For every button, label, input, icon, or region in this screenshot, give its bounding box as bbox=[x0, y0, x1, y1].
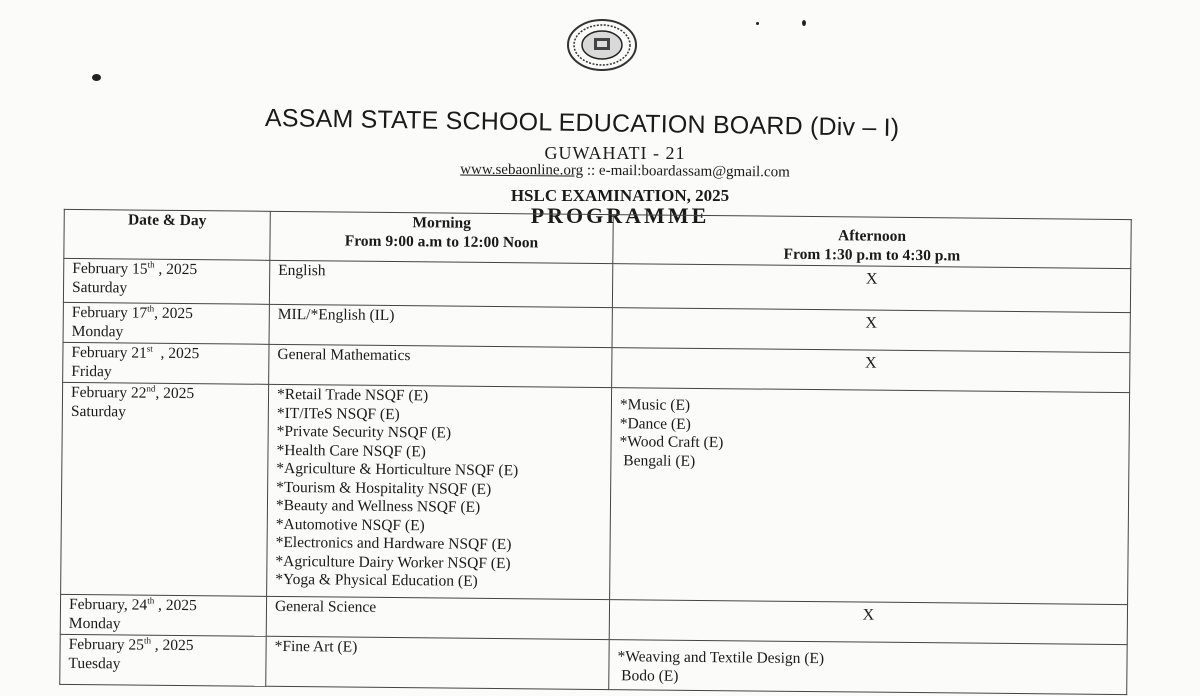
morning-subject: *IT/ITeS NSQF (E) bbox=[276, 404, 400, 423]
morning-subject: *Private Security NSQF (E) bbox=[276, 422, 452, 442]
afternoon-subject: *Wood Craft (E) bbox=[619, 433, 724, 452]
afternoon-cell bbox=[610, 388, 1130, 605]
morning-cell bbox=[266, 636, 609, 689]
schedule-body bbox=[60, 258, 1131, 694]
no-exam-mark: X bbox=[862, 606, 875, 624]
afternoon-cell bbox=[609, 640, 1127, 695]
morning-cell bbox=[267, 384, 612, 599]
contact-separator: :: bbox=[583, 162, 600, 179]
morning-subject: *Automotive NSQF (E) bbox=[275, 515, 425, 534]
morning-subject: MIL/*English (IL) bbox=[277, 305, 395, 325]
afternoon-subject: *Dance (E) bbox=[619, 414, 691, 433]
morning-subject: *Agriculture Dairy Worker NSQF (E) bbox=[275, 552, 511, 572]
morning-subject: English bbox=[278, 261, 326, 280]
morning-cell bbox=[269, 344, 612, 387]
date-cell: February 17th, 2025 Monday bbox=[63, 302, 269, 344]
schedule-row bbox=[61, 382, 1130, 604]
morning-subject: *Agriculture & Horticulture NSQF (E) bbox=[276, 459, 519, 480]
morning-subject: *Fine Art (E) bbox=[274, 637, 358, 656]
date-cell: February 22nd, 2025 Saturday bbox=[61, 382, 269, 596]
morning-subject: *Electronics and Hardware NSQF (E) bbox=[275, 533, 512, 554]
morning-subject: *Tourism & Hospitality NSQF (E) bbox=[276, 478, 492, 498]
afternoon-cell-empty bbox=[612, 264, 1130, 313]
programme-heading: PROGRAMME bbox=[530, 203, 710, 228]
schedule-row bbox=[60, 634, 1127, 694]
afternoon-cell-empty bbox=[612, 308, 1130, 353]
morning-cell bbox=[266, 596, 609, 639]
morning-cell bbox=[269, 304, 612, 347]
exam-title: HSLC EXAMINATION, 2025 bbox=[510, 186, 730, 205]
afternoon-cell-empty bbox=[612, 348, 1130, 393]
no-exam-mark: X bbox=[865, 314, 878, 332]
morning-subject: General Mathematics bbox=[277, 345, 411, 365]
morning-subject: *Retail Trade NSQF (E) bbox=[276, 385, 429, 405]
afternoon-cell-empty bbox=[609, 600, 1127, 645]
afternoon-subject: *Music (E) bbox=[619, 396, 691, 414]
morning-subject: *Yoga & Physical Education (E) bbox=[275, 570, 478, 590]
afternoon-subject: Bengali (E) bbox=[619, 451, 696, 470]
date-header: Date & Day bbox=[64, 209, 270, 260]
no-exam-mark: X bbox=[865, 270, 878, 288]
date-cell: February 21st , 2025 Friday bbox=[63, 342, 269, 384]
board-city: GUWAHATI - 21 bbox=[544, 143, 686, 163]
board-title: ASSAM STATE SCHOOL EDUCATION BOARD (Div – I) bbox=[264, 104, 900, 142]
afternoon-header: Afternoon From 1:30 p.m to 4:30 p.m bbox=[613, 215, 1131, 269]
no-exam-mark: X bbox=[865, 354, 877, 372]
morning-subject: *Beauty and Wellness NSQF (E) bbox=[275, 496, 481, 516]
afternoon-subject: Bodo (E) bbox=[617, 666, 679, 685]
morning-subject: General Science bbox=[274, 597, 377, 616]
date-cell: February 15th , 2025 Saturday bbox=[63, 258, 269, 304]
email-text: e-mail:boardassam@gmail.com bbox=[598, 162, 790, 181]
date-cell: February 25th , 2025 Tuesday bbox=[60, 634, 266, 686]
website-link[interactable]: www.sebaonline.org bbox=[460, 161, 584, 179]
morning-subject: *Health Care NSQF (E) bbox=[276, 441, 426, 460]
schedule-table bbox=[59, 209, 1132, 695]
morning-cell bbox=[269, 260, 612, 307]
morning-header: Morning From 9:00 a.m to 12:00 Noon bbox=[270, 211, 613, 263]
date-cell: February, 24th , 2025 Monday bbox=[60, 594, 266, 636]
afternoon-subject: *Weaving and Textile Design (E) bbox=[617, 648, 825, 668]
